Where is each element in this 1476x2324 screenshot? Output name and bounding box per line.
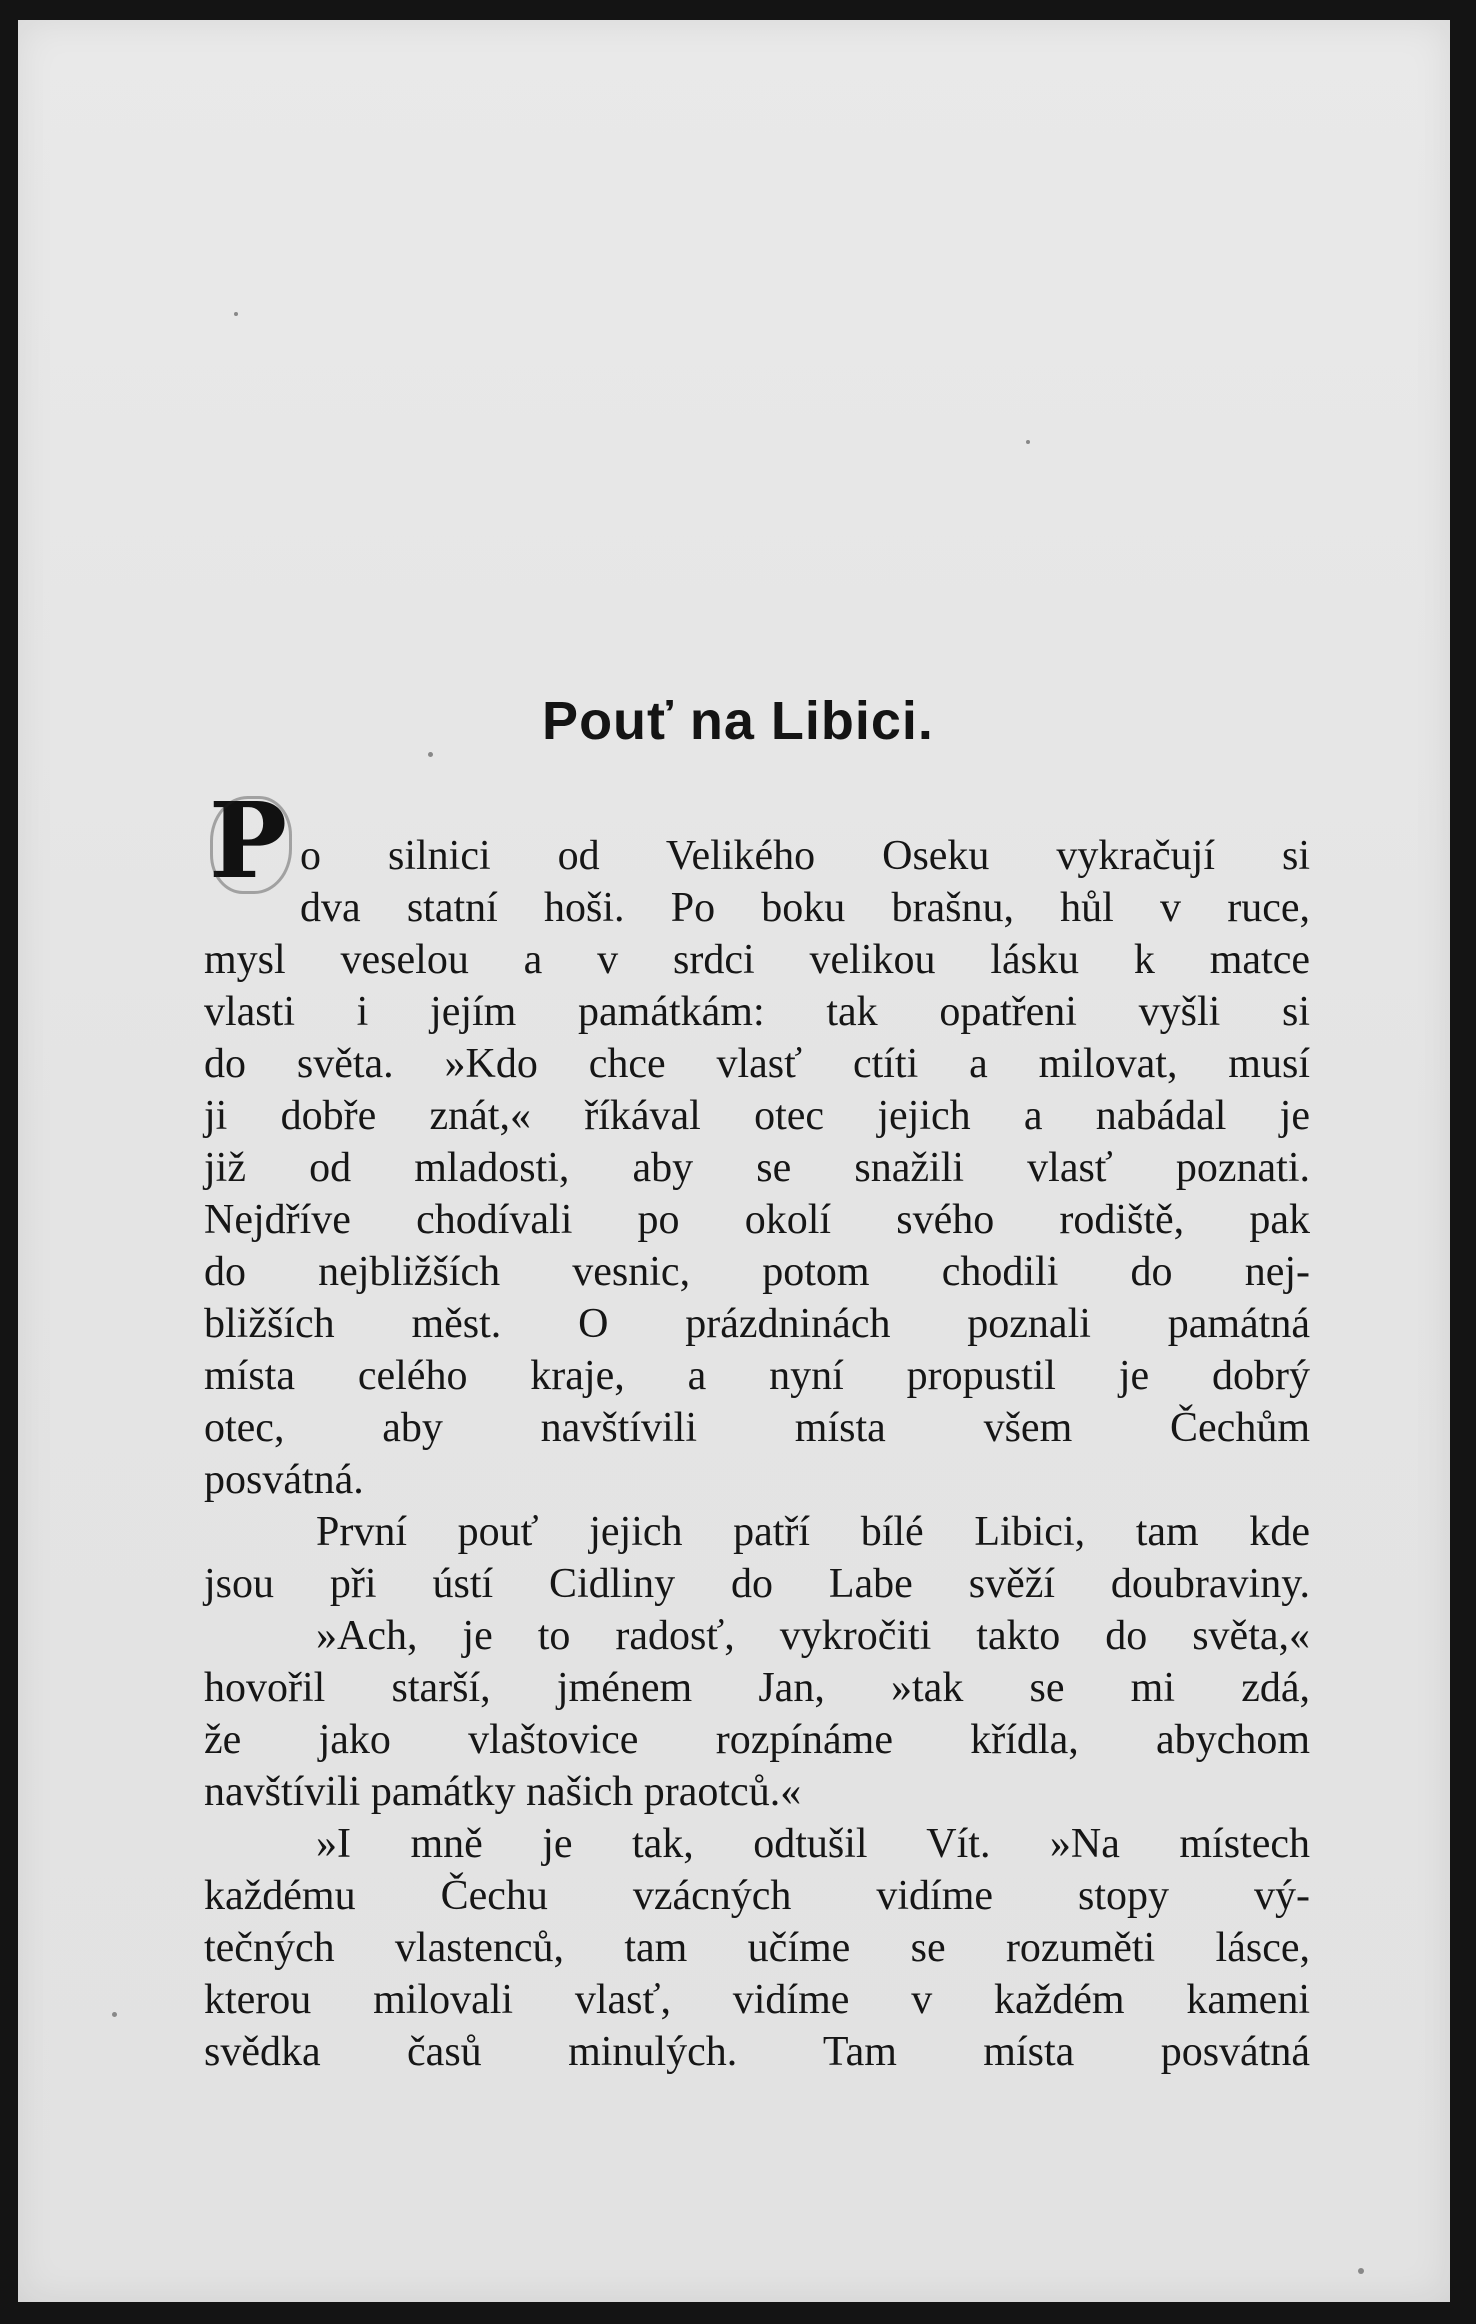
text-line: »I mně je tak, odtušil Vít. »Na místech <box>316 1821 1310 1867</box>
text-line: kterou milovali vlasť, vidíme v každém kameni <box>204 1977 1310 2023</box>
paragraph-1 <box>204 934 1310 1506</box>
text-line: posvátná. <box>204 1457 364 1503</box>
text-line: hovořil starší, jménem Jan, »tak se mi zdá, <box>204 1665 1310 1711</box>
text-line: tečných vlastenců, tam učíme se rozuměti lásce, <box>204 1925 1310 1971</box>
text-line: místa celého kraje, a nyní propustil je dobrý <box>204 1353 1310 1399</box>
scan-speck <box>1358 2268 1364 2274</box>
text-line: do světa. »Kdo chce vlasť ctíti a milovat, musí <box>204 1041 1310 1087</box>
text-line: bližších měst. O prázdninách poznali památná <box>204 1301 1310 1347</box>
text-line: otec, aby navštívili místa všem Čechům <box>204 1405 1310 1451</box>
scan-speck <box>428 752 433 757</box>
text-line: ji dobře znát,« říkával otec jejich a nabádal je <box>204 1093 1310 1139</box>
text-line: dva statní hoši. Po boku brašnu, hůl v ruce, <box>300 885 1310 931</box>
scan-speck <box>112 2012 117 2017</box>
text-line: již od mladosti, aby se snažili vlasť poznati. <box>204 1145 1310 1191</box>
ornamental-initial: P <box>204 786 292 904</box>
paragraph-1-opening <box>300 830 1310 934</box>
text-line: mysl veselou a v srdci velikou lásku k matce <box>204 937 1310 983</box>
scan-speck <box>234 312 238 316</box>
text-line: navštívili památky našich praotců.« <box>204 1769 802 1815</box>
text-line: Nejdříve chodívali po okolí svého rodiště, pak <box>204 1197 1310 1243</box>
text-line: do nejbližších vesnic, potom chodili do nej- <box>204 1249 1310 1295</box>
text-line: každému Čechu vzácných vidíme stopy vý- <box>204 1873 1310 1919</box>
chapter-title: Pouť na Libici. <box>542 691 934 751</box>
paragraph-4 <box>204 1818 1310 2078</box>
paragraph-3 <box>204 1610 1310 1818</box>
text-line: o silnici od Velikého Oseku vykračují si <box>300 833 1310 879</box>
scan-speck <box>1026 440 1030 444</box>
text-line: svědka časů minulých. Tam místa posvátná <box>204 2029 1310 2075</box>
paragraph-2 <box>204 1506 1310 1610</box>
text-line: jsou při ústí Cidliny do Labe svěží doubraviny. <box>204 1561 1310 1607</box>
text-line: »Ach, je to radosť, vykročiti takto do světa,« <box>316 1613 1310 1659</box>
text-line: První pouť jejich patří bílé Libici, tam kde <box>316 1509 1310 1555</box>
text-line: vlasti i jejím památkám: tak opatřeni vyšli si <box>204 989 1310 1035</box>
text-line: že jako vlaštovice rozpínáme křídla, abychom <box>204 1717 1310 1763</box>
